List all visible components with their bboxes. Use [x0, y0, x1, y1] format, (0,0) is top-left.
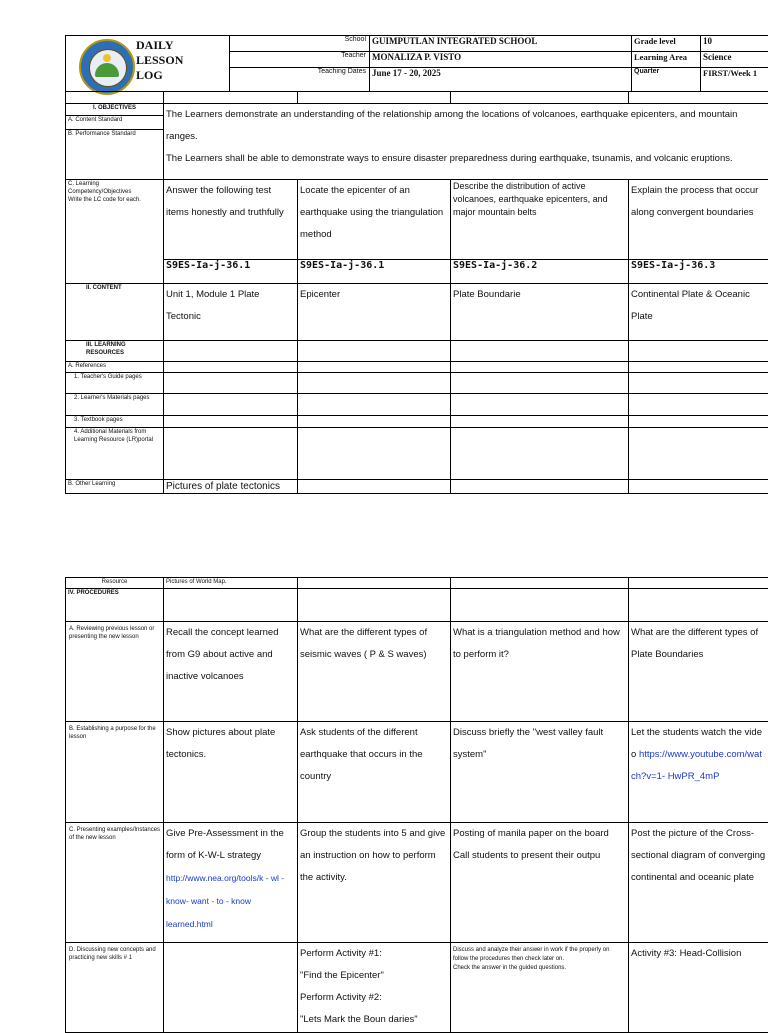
lesson-table-page2: [65, 577, 768, 1033]
procedure-b-3: Discuss briefly the "west valley fault system": [451, 722, 629, 823]
procedure-a-3: What is a triangulation method and how to perform it?: [451, 622, 629, 722]
lc-code-1: S9ES-Ia-j-36.1: [164, 260, 298, 284]
competency-3: Describe the distribution of active volcanoes, earthquake epicenters, and major mountain belts: [451, 180, 629, 260]
grade-value: 10: [701, 36, 768, 52]
lc-code-2: S9ES-Ia-j-36.1: [298, 260, 451, 284]
procedure-b-2: Ask students of the different earthquake that occurs in the country: [298, 722, 451, 823]
competency-4: Explain the process that occur along convergent boundaries: [629, 180, 768, 260]
dates-label: Teaching Dates: [230, 68, 370, 92]
competency-label: C. Learning Competency/Objectives Write the LC code for each.: [66, 180, 164, 284]
tg-pages-label: 1. Teacher's Guide pages: [66, 373, 164, 394]
procedure-d-4: Activity #3: Head-Collision: [629, 943, 768, 1033]
content-4: Continental Plate & Oceanic Plate: [629, 284, 768, 341]
content-standard-label: A. Content Standard: [66, 116, 164, 130]
content-label: II. CONTENT: [66, 284, 164, 341]
title-line-3: LOG: [136, 68, 227, 83]
title-line-1: DAILY: [136, 38, 227, 53]
procedure-a-4: What are the different types of Plate Boundaries: [629, 622, 768, 722]
dates-value: June 17 - 20, 2025: [370, 68, 632, 92]
school-value: GUIMPUTLAN INTEGRATED SCHOOL: [370, 36, 632, 52]
lm-pages-label: 2. Learner's Materials pages: [66, 394, 164, 416]
lc-code-4: S9ES-Ia-j-36.3: [629, 260, 768, 284]
procedure-a-label: A. Reviewing previous lesson or presenting the new lesson: [66, 622, 164, 722]
content-3: Plate Boundarie: [451, 284, 629, 341]
procedure-b-1: Show pictures about plate tectonics.: [164, 722, 298, 823]
teacher-label: Teacher: [230, 52, 370, 68]
procedure-d-1: [164, 943, 298, 1033]
learning-resources-label: III. LEARNING RESOURCES: [66, 341, 164, 362]
procedure-d-2: Perform Activity #1: "Find the Epicenter" Perform Activity #2: "Lets Mark the Boun daries": [298, 943, 451, 1033]
quarter-label: Quarter: [632, 68, 701, 92]
kwl-link[interactable]: http://www.nea.org/tools/k - wl - know- want - to - know learned.html: [166, 873, 284, 929]
procedure-c-3: Posting of manila paper on the board Call students to present their outpu: [451, 823, 629, 943]
area-label: Learning Area: [632, 52, 701, 68]
quarter-value: FIRST/Week 1: [701, 68, 768, 92]
header-table: [65, 35, 768, 92]
performance-standard: The Learners shall be able to demonstrate ways to ensure disaster preparedness during earthquake, tsunamis, and volcanic eruptions.: [166, 148, 768, 170]
procedure-b-label: B. Establishing a purpose for the lesson: [66, 722, 164, 823]
lc-code-3: S9ES-Ia-j-36.2: [451, 260, 629, 284]
procedure-b-4: Let the students watch the video: [631, 727, 762, 760]
procedure-c-4: Post the picture of the Cross-sectional diagram of converging continental and oceanic plate: [629, 823, 768, 943]
title-line-2: LESSON: [136, 53, 227, 68]
additional-materials-label: 4. Additional Materials from Learning Resource (LR)portal: [66, 428, 164, 480]
grade-label: Grade level: [632, 36, 701, 52]
other-resources-label-cont: Resource: [66, 578, 164, 589]
competency-2: Locate the epicenter of an earthquake using the triangulation method: [298, 180, 451, 260]
procedure-c-1: Give Pre-Assessment in the form of K-W-L strategy: [166, 828, 284, 861]
performance-standard-label: B. Performance Standard: [66, 130, 164, 180]
content-standard: The Learners demonstrate an understanding of the relationship among the locations of volcanoes, earthquake epicenters, and mountain ranges.: [166, 104, 768, 148]
other-resources-label: B. Other Learning: [66, 480, 164, 494]
school-label: School: [230, 36, 370, 52]
procedure-d-3: Discuss and analyze their answer in work if the properly on follow the procedures then check later on. Check the answer in the guided questions.: [451, 943, 629, 1033]
procedures-label: IV. PROCEDURES: [66, 589, 164, 622]
procedure-a-1: Recall the concept learned from G9 about active and inactive volcanoes: [164, 622, 298, 722]
procedure-c-2: Group the students into 5 and give an instruction on how to perform the activity.: [298, 823, 451, 943]
other-resource-2: Pictures of World Map.: [164, 578, 298, 589]
dll-title: [66, 36, 230, 92]
textbook-pages-label: 3. Textbook pages: [66, 416, 164, 428]
teacher-value: MONALIZA P. VISTO: [370, 52, 632, 68]
content-1: Unit 1, Module 1 Plate Tectonic: [164, 284, 298, 341]
procedure-c-label: C. Presenting examples/Instances of the new lesson: [66, 823, 164, 943]
area-value: Science: [701, 52, 768, 68]
references-label: A. References: [66, 362, 164, 373]
video-link[interactable]: https://www.youtube.com/watch?v=1- HwPR_4mP: [631, 749, 762, 782]
content-2: Epicenter: [298, 284, 451, 341]
lesson-table-page1: [65, 91, 768, 494]
objectives-label: I. OBJECTIVES: [66, 104, 164, 116]
procedure-a-2: What are the different types of seismic waves ( P & S waves): [298, 622, 451, 722]
competency-1: Answer the following test items honestly and truthfully: [164, 180, 298, 260]
other-resource-1: Pictures of plate tectonics: [164, 480, 298, 494]
procedure-d-label: D. Discussing new concepts and practicing new skills # 1: [66, 943, 164, 1033]
